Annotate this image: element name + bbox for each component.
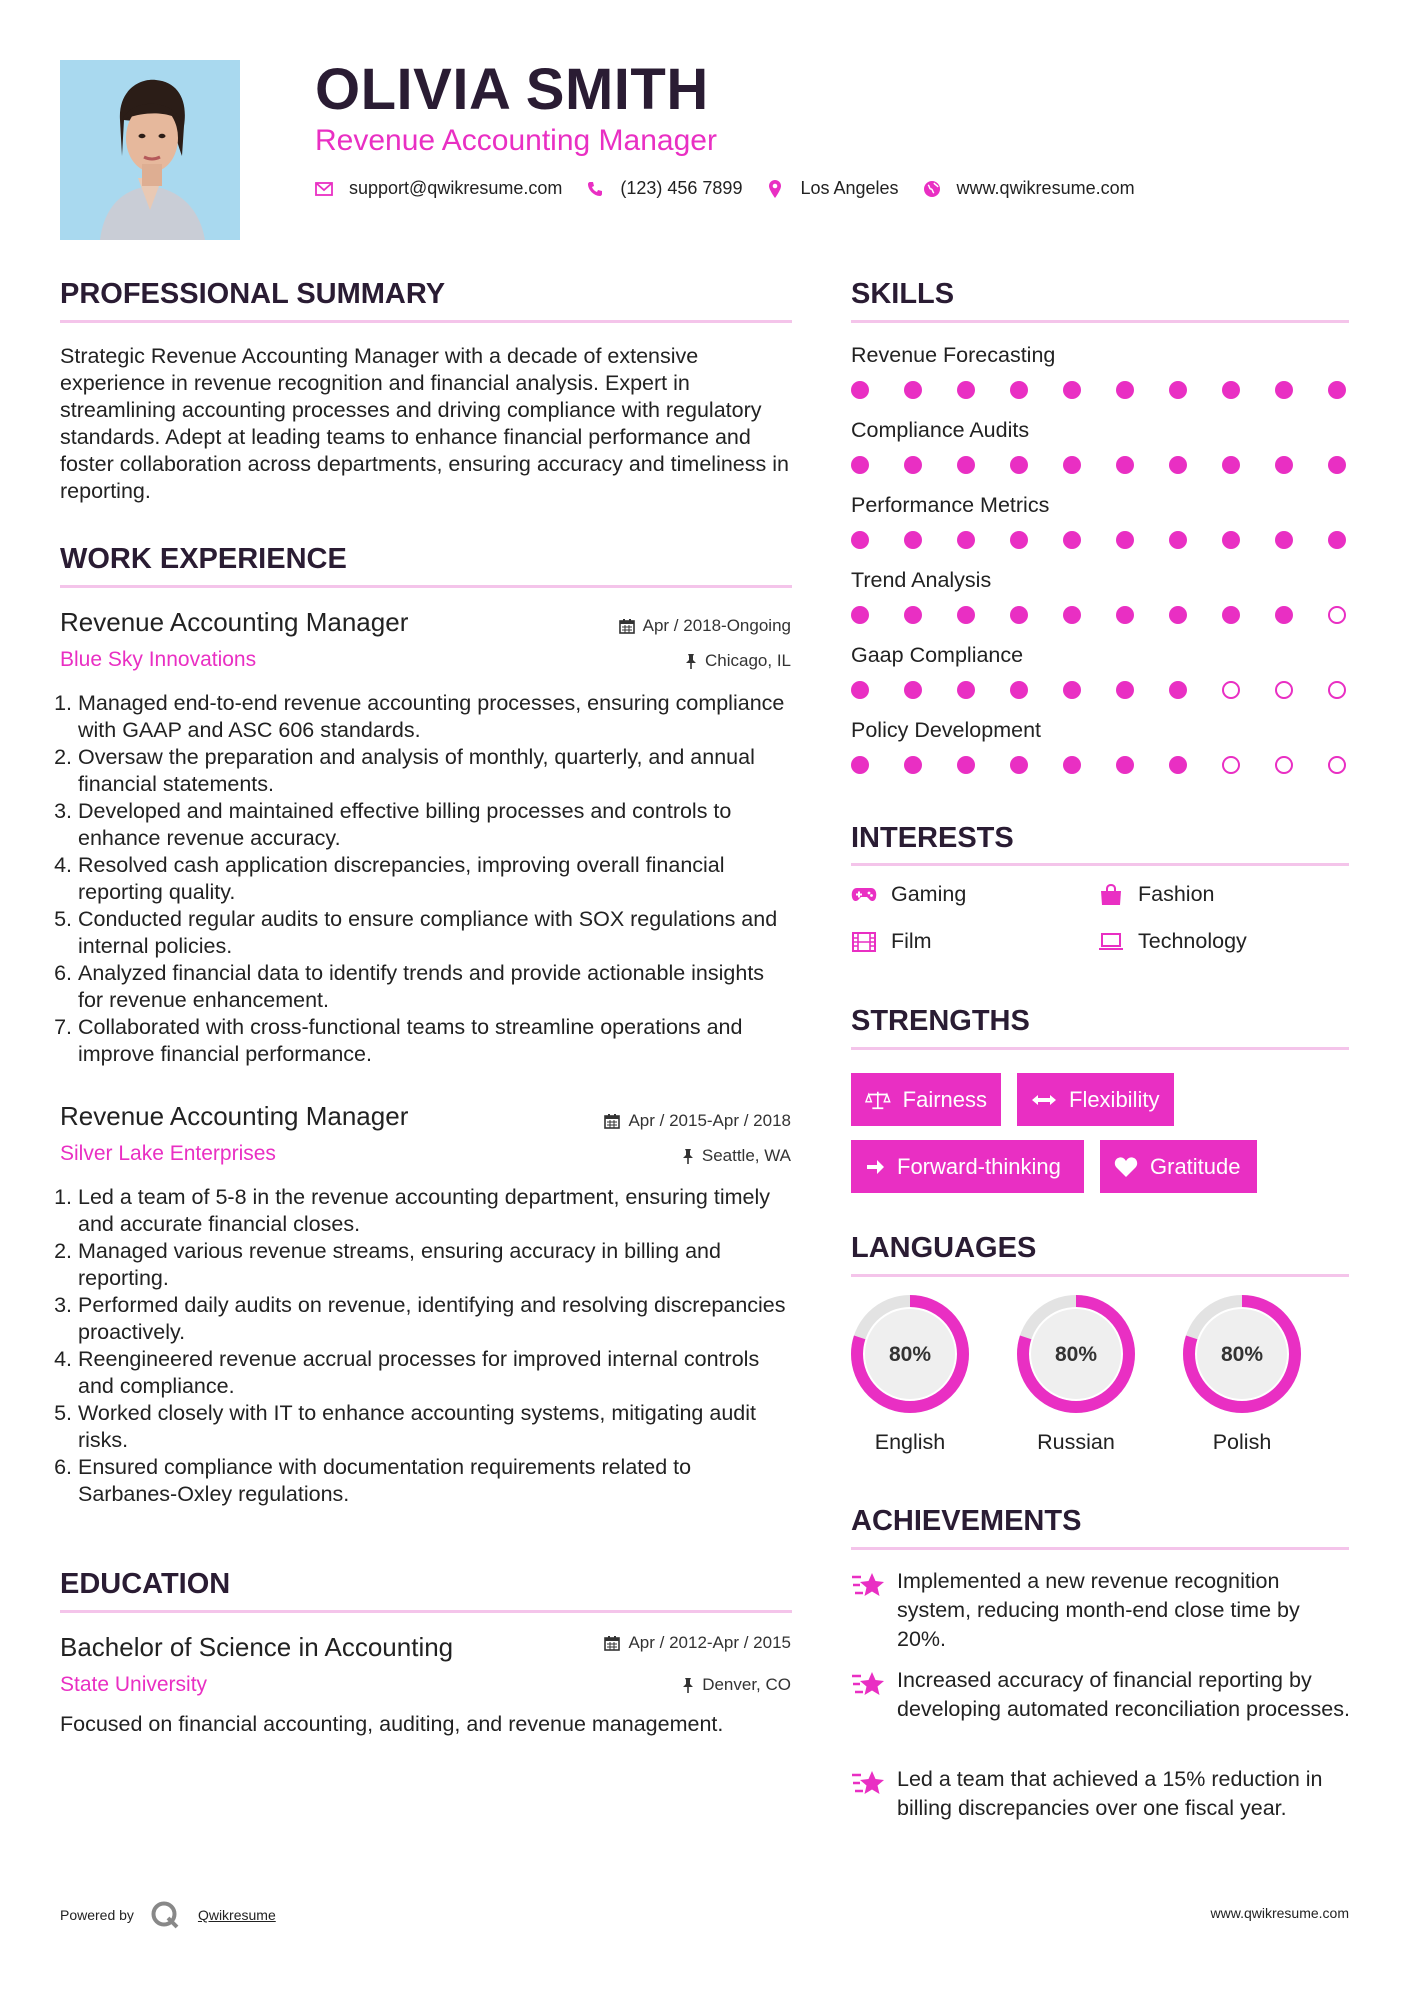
skill-rating [851,530,1346,550]
strength-flexibility [1017,1073,1174,1126]
rating-dot-filled [904,381,922,399]
list-item: 1. Led a team of 5-8 in the revenue accounting department, ensuring timely and accurate financial closes. [78,1184,788,1238]
film-icon [851,931,877,953]
strength-forward-thinking [851,1140,1084,1193]
map-pin-icon [766,180,784,198]
education-rule [60,1610,792,1613]
job-1-responsibilities [60,690,788,1068]
envelope-icon [315,180,333,198]
calendar-icon [604,1635,620,1651]
rating-dot-filled [1063,381,1081,399]
achievements-heading: ACHIEVEMENTS [851,1505,1082,1537]
skill-label: Policy Development [851,718,1042,742]
arrows-horizontal-icon [1031,1093,1057,1107]
language-name: Russian [1037,1430,1115,1454]
job-2-dates-text: Apr / 2015-Apr / 2018 [628,1111,791,1130]
rating-dot-filled [1010,756,1028,774]
laptop-icon [1098,931,1124,953]
rating-dot-filled [904,456,922,474]
phone-text: (123) 456 7899 [620,178,743,198]
achievement-item [851,1567,1352,1654]
pushpin-icon [685,653,697,669]
rating-dot-filled [1328,531,1346,549]
rating-dot-filled [1116,681,1134,699]
education-description: Focused on financial accounting, auditing, and revenue management. [60,1712,724,1736]
rating-dot-filled [904,606,922,624]
list-item: 6. Analyzed financial data to identify trends and provide actionable insights for revenue enhancement. [78,960,788,1014]
shooting-star-icon [851,1769,885,1799]
job-1-role: Revenue Accounting Manager [60,607,409,637]
strength-label: Fairness [902,1086,987,1112]
contact-location [766,178,898,199]
rating-dot-filled [1222,531,1240,549]
rating-dot-filled [957,531,975,549]
shooting-star-icon [851,1571,885,1601]
rating-dot-filled [1328,381,1346,399]
languages-heading: LANGUAGES [851,1232,1037,1264]
balance-scale-icon [865,1089,891,1111]
rating-dot-empty [1222,756,1240,774]
phone-icon [586,180,604,198]
rating-dot-filled [1116,531,1134,549]
rating-dot-filled [1116,606,1134,624]
strength-label: Flexibility [1069,1086,1160,1112]
location-text: Los Angeles [800,178,899,198]
rating-dot-filled [851,456,869,474]
education-location-text: Denver, CO [702,1675,791,1694]
candidate-title: Revenue Accounting Manager [315,124,717,157]
rating-dot-filled [957,606,975,624]
rating-dot-empty [1222,681,1240,699]
powered-by-text: Powered by [60,1907,134,1923]
rating-dot-filled [1063,531,1081,549]
rating-dot-filled [1063,606,1081,624]
strengths-rule [851,1047,1349,1050]
candidate-name: OLIVIA SMITH [315,57,709,122]
education-dates-text: Apr / 2012-Apr / 2015 [628,1633,791,1652]
qwikresume-logo-icon [150,1900,180,1930]
rating-dot-filled [1169,606,1187,624]
rating-dot-filled [851,381,869,399]
achievement-item [851,1666,1352,1724]
rating-dot-filled [1169,456,1187,474]
rating-dot-filled [1169,381,1187,399]
arrow-right-icon [865,1158,885,1176]
achievement-text: Implemented a new revenue recognition system, reducing month-end close time by 20%. [897,1569,1300,1651]
interest-film [851,929,932,954]
rating-dot-filled [1116,381,1134,399]
website-text: www.qwikresume.com [956,178,1135,198]
rating-dot-empty [1328,681,1346,699]
education-location [682,1675,791,1695]
rating-dot-filled [1169,681,1187,699]
rating-dot-filled [1116,756,1134,774]
skill-rating [851,455,1346,475]
rating-dot-filled [851,681,869,699]
language-percent: 80% [888,1343,932,1366]
interest-label: Fashion [1138,882,1215,906]
skill-label: Performance Metrics [851,493,1050,517]
language-ring [848,1292,972,1421]
skill-label: Trend Analysis [851,568,992,592]
education-dates [604,1633,791,1653]
skill-label: Compliance Audits [851,418,1030,442]
list-item: 6. Ensured compliance with documentation requirements related to Sarbanes-Oxley regulations. [78,1454,788,1508]
education-school: State University [60,1673,208,1696]
interests-heading: INTERESTS [851,822,1014,854]
shopping-bag-icon [1098,884,1124,906]
skill-rating [851,380,1346,400]
rating-dot-empty [1275,681,1293,699]
skill-label: Gaap Compliance [851,643,1024,667]
skills-heading: SKILLS [851,278,955,310]
skill-rating [851,680,1346,700]
rating-dot-filled [1275,456,1293,474]
summary-heading: PROFESSIONAL SUMMARY [60,278,446,310]
rating-dot-filled [1222,381,1240,399]
rating-dot-filled [904,756,922,774]
rating-dot-filled [1222,606,1240,624]
calendar-icon [604,1113,620,1129]
rating-dot-filled [1063,456,1081,474]
rating-dot-filled [1275,531,1293,549]
rating-dot-filled [1010,606,1028,624]
contact-website[interactable] [923,178,1135,199]
job-2-location [682,1146,791,1166]
strength-label: Forward-thinking [897,1153,1061,1179]
rating-dot-filled [957,381,975,399]
footer-website[interactable]: www.qwikresume.com [1210,1905,1349,1921]
interest-gaming [851,882,966,907]
job-1-location-text: Chicago, IL [705,651,791,670]
rating-dot-filled [1063,681,1081,699]
interest-technology [1098,929,1247,954]
pushpin-icon [682,1148,694,1164]
rating-dot-filled [1010,456,1028,474]
skill-rating [851,605,1346,625]
strength-gratitude [1100,1140,1257,1193]
rating-dot-filled [1169,531,1187,549]
education-heading: EDUCATION [60,1568,231,1600]
job-2-location-text: Seattle, WA [701,1146,791,1165]
list-item: 7. Collaborated with cross-functional teams to streamline operations and improve financial performance. [78,1014,788,1068]
work-heading: WORK EXPERIENCE [60,543,347,575]
language-percent: 80% [1054,1343,1098,1366]
skill-rating [851,755,1346,775]
job-2-responsibilities [60,1184,788,1508]
rating-dot-filled [1116,456,1134,474]
interest-label: Gaming [891,882,967,906]
rating-dot-empty [1328,756,1346,774]
email-text: support@qwikresume.com [349,178,563,198]
rating-dot-filled [957,756,975,774]
rating-dot-filled [1010,531,1028,549]
list-item: 4. Resolved cash application discrepancies, improving overall financial reporting quality. [78,852,788,906]
rating-dot-filled [851,531,869,549]
achievement-text: Led a team that achieved a 15% reduction in billing discrepancies over one fiscal year. [897,1767,1323,1820]
interest-fashion [1098,882,1215,907]
strengths-heading: STRENGTHS [851,1005,1030,1037]
list-item: 5. Worked closely with IT to enhance accounting systems, mitigating audit risks. [78,1400,788,1454]
rating-dot-filled [1328,456,1346,474]
list-item: 2. Oversaw the preparation and analysis of monthly, quarterly, and annual financial statements. [78,744,788,798]
list-item: 5. Conducted regular audits to ensure compliance with SOX regulations and internal policies. [78,906,788,960]
contact-email[interactable] [315,178,562,199]
footer-powered-by [60,1900,276,1930]
job-1-location [685,651,791,671]
list-item: 2. Managed various revenue streams, ensuring accuracy in billing and reporting. [78,1238,788,1292]
rating-dot-empty [1275,756,1293,774]
gamepad-icon [851,884,877,906]
achievements-rule [851,1547,1349,1550]
rating-dot-filled [1222,456,1240,474]
job-1-company: Blue Sky Innovations [60,648,257,671]
shooting-star-icon [851,1670,885,1700]
qwikresume-link[interactable]: Qwikresume [197,1907,276,1923]
rating-dot-filled [904,531,922,549]
job-2-company: Silver Lake Enterprises [60,1142,276,1165]
rating-dot-filled [851,756,869,774]
job-2-dates [604,1111,791,1131]
summary-text: Strategic Revenue Accounting Manager with a decade of extensive experience in revenue recognition and financial analysis. Expert in streamlining accounting processes and driving compliance with regulatory standards. Adept at leading teams to enhance financial performance and foster collaboration across departments, ensuring accuracy and timeliness in reporting. [60,344,789,503]
language-name: English [874,1430,946,1454]
summary-rule [60,320,792,323]
rating-dot-filled [957,681,975,699]
language-ring [1180,1292,1304,1421]
profile-photo [60,60,240,240]
job-1-dates-text: Apr / 2018-Ongoing [642,616,791,635]
rating-dot-filled [957,456,975,474]
job-2-role: Revenue Accounting Manager [60,1101,409,1131]
rating-dot-filled [1063,756,1081,774]
strength-label: Gratitude [1150,1153,1241,1179]
list-item: 4. Reengineered revenue accrual processes for improved internal controls and compliance. [78,1346,788,1400]
rating-dot-filled [851,606,869,624]
skills-rule [851,320,1349,323]
rating-dot-empty [1328,606,1346,624]
calendar-icon [619,618,635,634]
skill-label: Revenue Forecasting [851,343,1056,367]
rating-dot-filled [1169,756,1187,774]
interests-rule [851,863,1349,866]
achievement-item [851,1765,1352,1823]
contact-phone[interactable] [586,178,742,199]
languages-rule [851,1274,1349,1277]
rating-dot-filled [1275,606,1293,624]
job-1-dates [619,616,791,636]
language-ring [1014,1292,1138,1421]
rating-dot-filled [904,681,922,699]
rating-dot-filled [1010,381,1028,399]
rating-dot-filled [1010,681,1028,699]
interest-label: Film [891,929,932,953]
list-item: 1. Managed end-to-end revenue accounting processes, ensuring compliance with GAAP and ASC 606 standards. [78,690,788,744]
work-rule [60,585,792,588]
language-name: Polish [1212,1430,1272,1454]
rating-dot-filled [1275,381,1293,399]
heart-icon [1114,1156,1138,1178]
globe-icon [923,180,941,198]
list-item: 3. Developed and maintained effective billing processes and controls to enhance revenue accuracy. [78,798,788,852]
pushpin-icon [682,1677,694,1693]
achievement-text: Increased accuracy of financial reporting by developing automated reconciliation processes. [897,1668,1350,1721]
strength-fairness [851,1073,1001,1126]
contact-bar [315,178,1159,199]
language-percent: 80% [1220,1343,1264,1366]
education-degree: Bachelor of Science in Accounting [60,1632,454,1662]
list-item: 3. Performed daily audits on revenue, identifying and resolving discrepancies proactively. [78,1292,788,1346]
interest-label: Technology [1138,929,1247,953]
